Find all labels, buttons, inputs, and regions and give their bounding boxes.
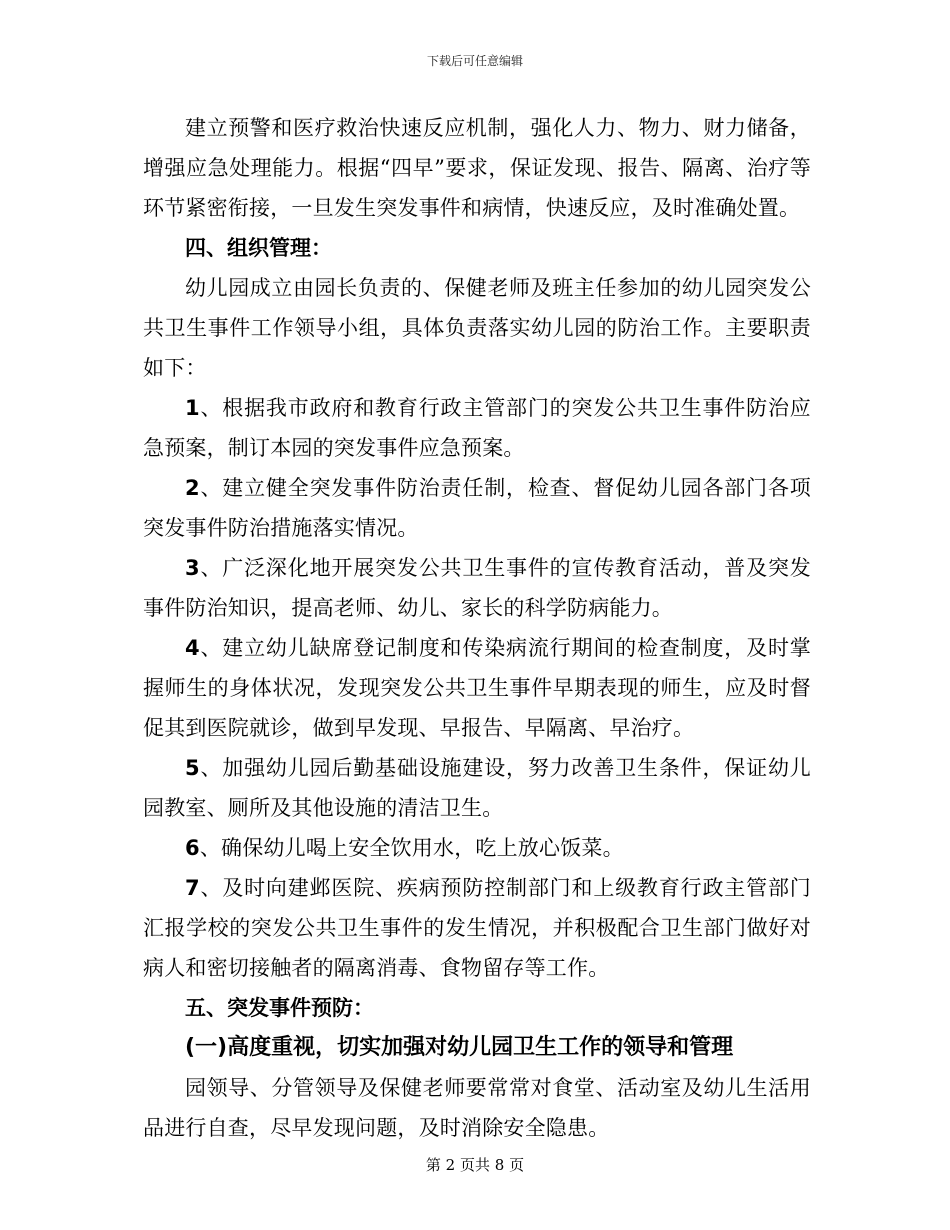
list-item-text: 、确保幼儿喝上安全饮用水，吃上放心饭菜。: [199, 836, 624, 860]
paragraph-self-inspection: 园领导、分管领导及保健老师要常常对食堂、活动室及幼儿生活用品进行自查，尽早发现问题，及时消除安全隐患。: [143, 1076, 811, 1140]
list-item: [143, 748, 811, 828]
list-item-number: 1: [185, 396, 200, 420]
list-item-number: 5: [185, 756, 200, 780]
list-item-text: 、根据我市政府和教育行政主管部门的突发公共卫生事件防治应急预案，制订本园的突发事件应急预案。: [143, 396, 811, 460]
page-header: 下载后可任意编辑: [426, 54, 523, 68]
paragraph-leadership-group: 幼儿园成立由园长负责的、保健老师及班主任参加的幼儿园突发公共卫生事件工作领导小组，具体负责落实幼儿园的防治工作。主要职责如下：: [143, 276, 811, 380]
section-heading-prevention: 五、突发事件预防：: [185, 996, 374, 1020]
list-item-number: 6: [185, 836, 200, 860]
list-item-text: 、广泛深化地开展突发公共卫生事件的宣传教育活动，普及突发事件防治知识，提高老师、幼儿、家长的科学防病能力。: [143, 556, 811, 620]
list-item-text: 、建立健全突发事件防治责任制，检查、督促幼儿园各部门各项突发事件防治措施落实情况。: [143, 476, 811, 540]
paragraph-early-warning: 建立预警和医疗救治快速反应机制，强化人力、物力、财力储备，增强应急处理能力。根据“四早”要求，保证发现、报告、隔离、治疗等环节紧密衔接，一旦发生突发事件和病情，快速反应，及时准确处置。: [143, 116, 811, 220]
list-item-number: 7: [185, 876, 200, 900]
page-footer: 第 2 页共 8 页: [425, 1156, 525, 1174]
list-item-number: 3: [185, 556, 200, 580]
list-item: [143, 628, 811, 748]
list-item-number: 4: [185, 636, 200, 660]
section-heading-organization: 四、组织管理：: [185, 236, 332, 260]
list-item-number: 2: [185, 476, 200, 500]
subsection-heading: (一)高度重视，切实加强对幼儿园卫生工作的领导和管理: [185, 1035, 734, 1060]
list-item: [143, 388, 811, 468]
list-item-text: 、建立幼儿缺席登记制度和传染病流行期间的检查制度，及时掌握师生的身体状况，发现突发公共卫生事件早期表现的师生，应及时督促其到医院就诊，做到早发现、早报告、早隔离、早治疗。: [143, 636, 811, 740]
list-item: [143, 468, 811, 548]
list-item-text: 、及时向建邺医院、疾病预防控制部门和上级教育行政主管部门汇报学校的突发公共卫生事件的发生情况，并积极配合卫生部门做好对病人和密切接触者的隔离消毒、食物留存等工作。: [143, 876, 811, 980]
list-item-text: 、加强幼儿园后勤基础设施建设，努力改善卫生条件，保证幼儿园教室、厕所及其他设施的清洁卫生。: [143, 756, 811, 820]
document-body: [143, 108, 811, 1148]
list-item: [143, 868, 811, 988]
list-item: [143, 548, 811, 628]
list-item: [143, 828, 811, 868]
